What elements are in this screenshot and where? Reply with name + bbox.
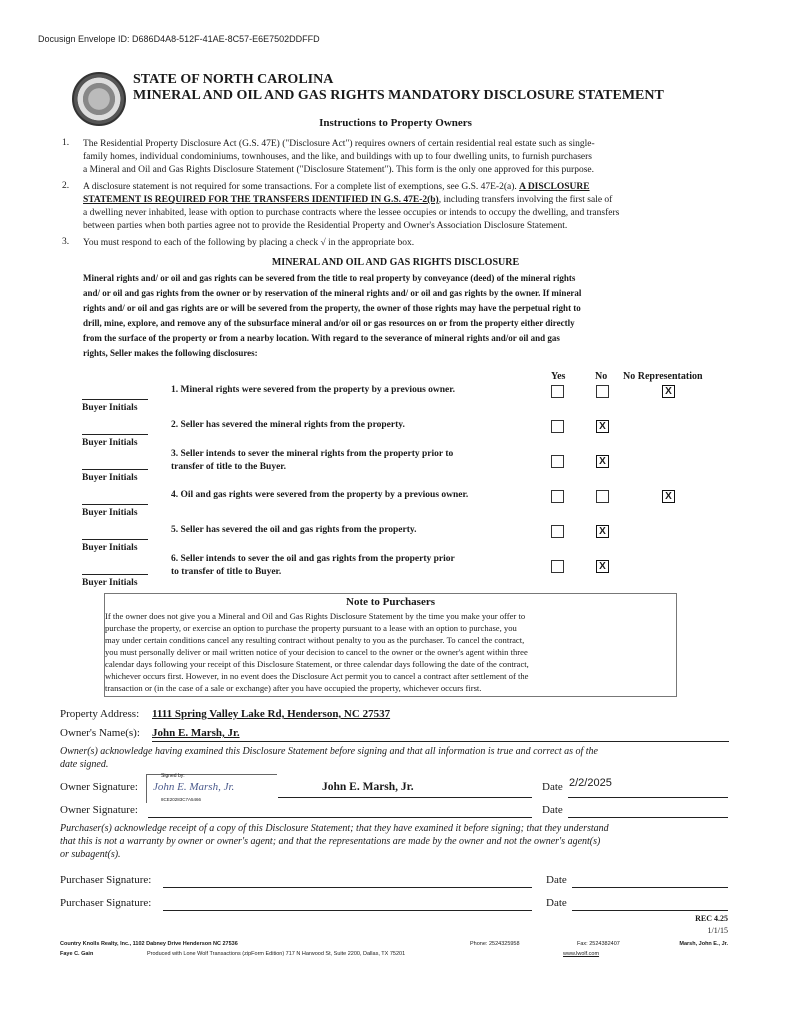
- owner-ack-line: date signed.: [60, 759, 109, 770]
- footer-phone: Phone: 2524325958: [470, 941, 520, 947]
- question-text-continued: transfer of title to the Buyer.: [171, 462, 287, 472]
- owner-acknowledgment: [60, 745, 730, 771]
- instructions-heading: Instructions to Property Owners: [319, 117, 472, 129]
- section-line: and/ or oil and gas rights from the owner or by reservation of the mineral rights and/ or oil and gas rights by the owner. If mineral: [83, 288, 582, 298]
- owner-signature-label-2: Owner Signature:: [60, 804, 138, 816]
- buyer-initials-label: Buyer Initials: [82, 543, 138, 553]
- purchaser-date-field-2[interactable]: [572, 910, 728, 911]
- section-line: from the surface of the property or from a nearby location. With regard to the severance of mineral rights and/or oil and gas: [83, 333, 560, 343]
- page-title-state: STATE OF NORTH CAROLINA: [133, 72, 334, 87]
- checkbox-no[interactable]: [596, 490, 609, 503]
- page-title: MINERAL AND OIL AND GAS RIGHTS MANDATORY DISCLOSURE STATEMENT: [133, 88, 664, 103]
- footer-website-link[interactable]: www.lwolf.com: [563, 951, 600, 957]
- note-line: may under certain conditions cancel any resulting contract without penalty to you as the purchaser. To cancel the contract,: [105, 635, 525, 645]
- purchaser-acknowledgment: [60, 822, 740, 861]
- envelope-id: Docusign Envelope ID: D686D4A8-512F-41AE-8C57-E6E7502DDFFD: [38, 34, 320, 44]
- checkbox-yes[interactable]: [551, 385, 564, 398]
- signature-script: John E. Marsh, Jr.: [153, 781, 235, 793]
- instruction-2-line: [83, 194, 612, 207]
- buyer-initials-label: Buyer Initials: [82, 403, 138, 413]
- checkbox-no[interactable]: X: [596, 525, 609, 538]
- purchaser-ack-line: Purchaser(s) acknowledge receipt of a copy of this Disclosure Statement; that they have examined it before signing; that they understand: [60, 823, 609, 834]
- buyer-initials-field[interactable]: [82, 399, 148, 400]
- date-line: [568, 797, 728, 798]
- footer-fax: Fax: 2524382407: [577, 941, 620, 947]
- date-field[interactable]: 2/2/2025: [569, 777, 612, 789]
- signed-by-label: Signed by:: [161, 773, 185, 779]
- instruction-number: 2.: [62, 181, 70, 191]
- footer-brokerage: Country Knolls Realty, Inc., 1102 Dabney Drive Henderson NC 27536: [60, 941, 238, 947]
- purchaser-signature-label-2: Purchaser Signature:: [60, 897, 152, 909]
- instruction-number: 3.: [62, 237, 70, 247]
- form-date: 1/1/15: [707, 926, 728, 935]
- checkbox-no[interactable]: [596, 385, 609, 398]
- instruction-3-line: You must respond to each of the following by placing a check √ in the appropriate box.: [83, 238, 415, 248]
- owners-name-line: [152, 741, 729, 742]
- note-line: calendar days following your receipt of this Disclosure Statement, or three calendar days following the date of the contract,: [105, 659, 529, 669]
- instruction-2-line: between parties when both parties agree not to provide the Residential Property and Owner's Association Disclosure Statement.: [83, 221, 568, 231]
- question-text: 2. Seller has severed the mineral rights from the property.: [171, 420, 405, 430]
- section-line: rights and/ or oil and gas rights are or will be severed from the property, the owner of those rights may have the perpetual right to: [83, 303, 581, 313]
- instruction-1-line: family homes, individual condominiums, townhouses, and the like, and buildings with up to four dwelling units, to furnish purchasers: [83, 152, 592, 162]
- column-no: No: [595, 371, 608, 382]
- instruction-number: 1.: [62, 138, 70, 148]
- question-text: 5. Seller has severed the oil and gas rights from the property.: [171, 525, 417, 535]
- buyer-initials-field[interactable]: [82, 469, 148, 470]
- purchaser-date-label-2: Date: [546, 897, 567, 909]
- checkbox-yes[interactable]: [551, 525, 564, 538]
- note-line: transaction or (in the case of a sale or exchange) after you have occupied the property, whichever occurs first.: [105, 683, 482, 693]
- question-text: 6. Seller intends to sever the oil and gas rights from the property prior: [171, 554, 455, 564]
- checkbox-no[interactable]: X: [596, 560, 609, 573]
- buyer-initials-label: Buyer Initials: [82, 473, 138, 483]
- section-line: Mineral rights and/ or oil and gas rights can be severed from the title to real property by conveyance (deed) of the mineral rights: [83, 273, 576, 283]
- owners-name-field[interactable]: John E. Marsh, Jr.: [152, 727, 240, 739]
- checkbox-yes[interactable]: [551, 560, 564, 573]
- buyer-initials-label: Buyer Initials: [82, 508, 138, 518]
- form-code: REC 4.25: [695, 914, 728, 923]
- owner-signature-field[interactable]: [146, 774, 277, 803]
- instruction-1-line: The Residential Property Disclosure Act (G.S. 47E) ("Disclosure Act") requires owners of certain residential real estate such as single-: [83, 139, 595, 149]
- owners-name-label: Owner's Name(s):: [60, 727, 140, 739]
- checkbox-no[interactable]: X: [596, 455, 609, 468]
- section-line: drill, mine, explore, and remove any of the subsurface mineral and/or oil or gas resources on or from the property either directly: [83, 318, 575, 328]
- footer-file-name: Marsh, John E., Jr.: [679, 941, 728, 947]
- buyer-initials-field[interactable]: [82, 434, 148, 435]
- footer-produced: Produced with Lone Wolf Transactions (zipForm Edition) 717 N Harwood St, Suite 2200, Dallas, TX 75201: [147, 951, 406, 957]
- note-to-purchasers: [104, 593, 677, 697]
- column-no-representation: No Representation: [623, 371, 703, 382]
- note-text: [105, 610, 676, 694]
- property-address-label: Property Address:: [60, 708, 140, 720]
- checkbox-yes[interactable]: [551, 490, 564, 503]
- checkbox-yes[interactable]: [551, 455, 564, 468]
- checkbox-no[interactable]: X: [596, 420, 609, 433]
- checkbox-no-rep[interactable]: X: [662, 490, 675, 503]
- property-address-field[interactable]: 1111 Spring Valley Lake Rd, Henderson, NC 27537: [152, 708, 391, 720]
- buyer-initials-label: Buyer Initials: [82, 438, 138, 448]
- owner-printed-name: John E. Marsh, Jr.: [322, 781, 414, 793]
- question-text-continued: to transfer of title to Buyer.: [171, 567, 282, 577]
- note-line: purchase the property, or exercise an option to purchase the property pursuant to a lease with an option to purchase, you: [105, 623, 517, 633]
- owner-signature-label: Owner Signature:: [60, 781, 138, 793]
- owner-ack-line: Owner(s) acknowledge having examined this Disclosure Statement before signing and that all information is true and correct as of the: [60, 746, 598, 757]
- purchaser-signature-field[interactable]: [163, 887, 532, 888]
- checkbox-no-rep[interactable]: X: [662, 385, 675, 398]
- checkbox-yes[interactable]: [551, 420, 564, 433]
- instruction-2-emphasis: STATEMENT IS REQUIRED FOR THE TRANSFERS IDENTIFIED IN G.S. 47E-2(b): [83, 195, 439, 205]
- buyer-initials-field[interactable]: [82, 574, 148, 575]
- note-line: If the owner does not give you a Mineral and Oil and Gas Rights Disclosure Statement by the time you make your offer to: [105, 611, 526, 621]
- signature-hash: 8CE20283C7A5466: [161, 797, 202, 802]
- purchaser-signature-label: Purchaser Signature:: [60, 874, 152, 886]
- buyer-initials-label: Buyer Initials: [82, 578, 138, 588]
- section-paragraph: [83, 271, 716, 361]
- note-heading: Note to Purchasers: [346, 596, 435, 608]
- date-label: Date: [542, 781, 563, 793]
- instruction-2-text: A disclosure statement is not required for some transactions. For a complete list of exemptions, see G.S. 47E-2(a).: [83, 182, 520, 192]
- buyer-initials-field[interactable]: [82, 539, 148, 540]
- purchaser-ack-line: that this is not a warranty by owner or owner's agent; and that the representations are made by the owner and not the owner's agent(s): [60, 836, 601, 847]
- section-line: rights, Seller makes the following disclosures:: [83, 348, 258, 358]
- instruction-2-line: a dwelling never inhabited, lease with option to purchase contracts where the lessee occupies or intends to occupy the dwelling, and transfers: [83, 208, 620, 218]
- purchaser-signature-field-2[interactable]: [163, 910, 532, 911]
- note-line: whichever occurs first. However, in no event does the Disclosure Act permit you to cancel a contract after settlement of the: [105, 671, 529, 681]
- instruction-1-line: a Mineral and Oil and Gas Rights Disclosure Statement ("Disclosure Statement"). This form is the only one approved for this purpose.: [83, 165, 594, 175]
- question-text: 3. Seller intends to sever the mineral rights from the property prior to: [171, 449, 454, 459]
- question-text: 4. Oil and gas rights were severed from the property by a previous owner.: [171, 490, 469, 500]
- buyer-initials-field[interactable]: [82, 504, 148, 505]
- owner-signature-line: [278, 797, 532, 798]
- owner-signature-field-2[interactable]: [148, 817, 532, 818]
- purchaser-date-field[interactable]: [572, 887, 728, 888]
- date-field-2[interactable]: [568, 817, 728, 818]
- date-label-2: Date: [542, 804, 563, 816]
- instruction-2-line: [83, 181, 590, 194]
- question-text: 1. Mineral rights were severed from the property by a previous owner.: [171, 385, 455, 395]
- instruction-2-text: , including transfers involving the first sale of: [438, 195, 613, 205]
- section-heading: MINERAL AND OIL AND GAS RIGHTS DISCLOSURE: [271, 257, 520, 268]
- footer-agent: Faye C. Gain: [60, 951, 94, 957]
- purchaser-date-label: Date: [546, 874, 567, 886]
- purchaser-ack-line: or subagent(s).: [60, 849, 121, 860]
- note-line: you must personally deliver or mail written notice of your decision to cancel to the owner or the owner's agent within three: [105, 647, 528, 657]
- instruction-2-emphasis: A DISCLOSURE: [519, 182, 590, 192]
- column-yes: Yes: [551, 371, 566, 382]
